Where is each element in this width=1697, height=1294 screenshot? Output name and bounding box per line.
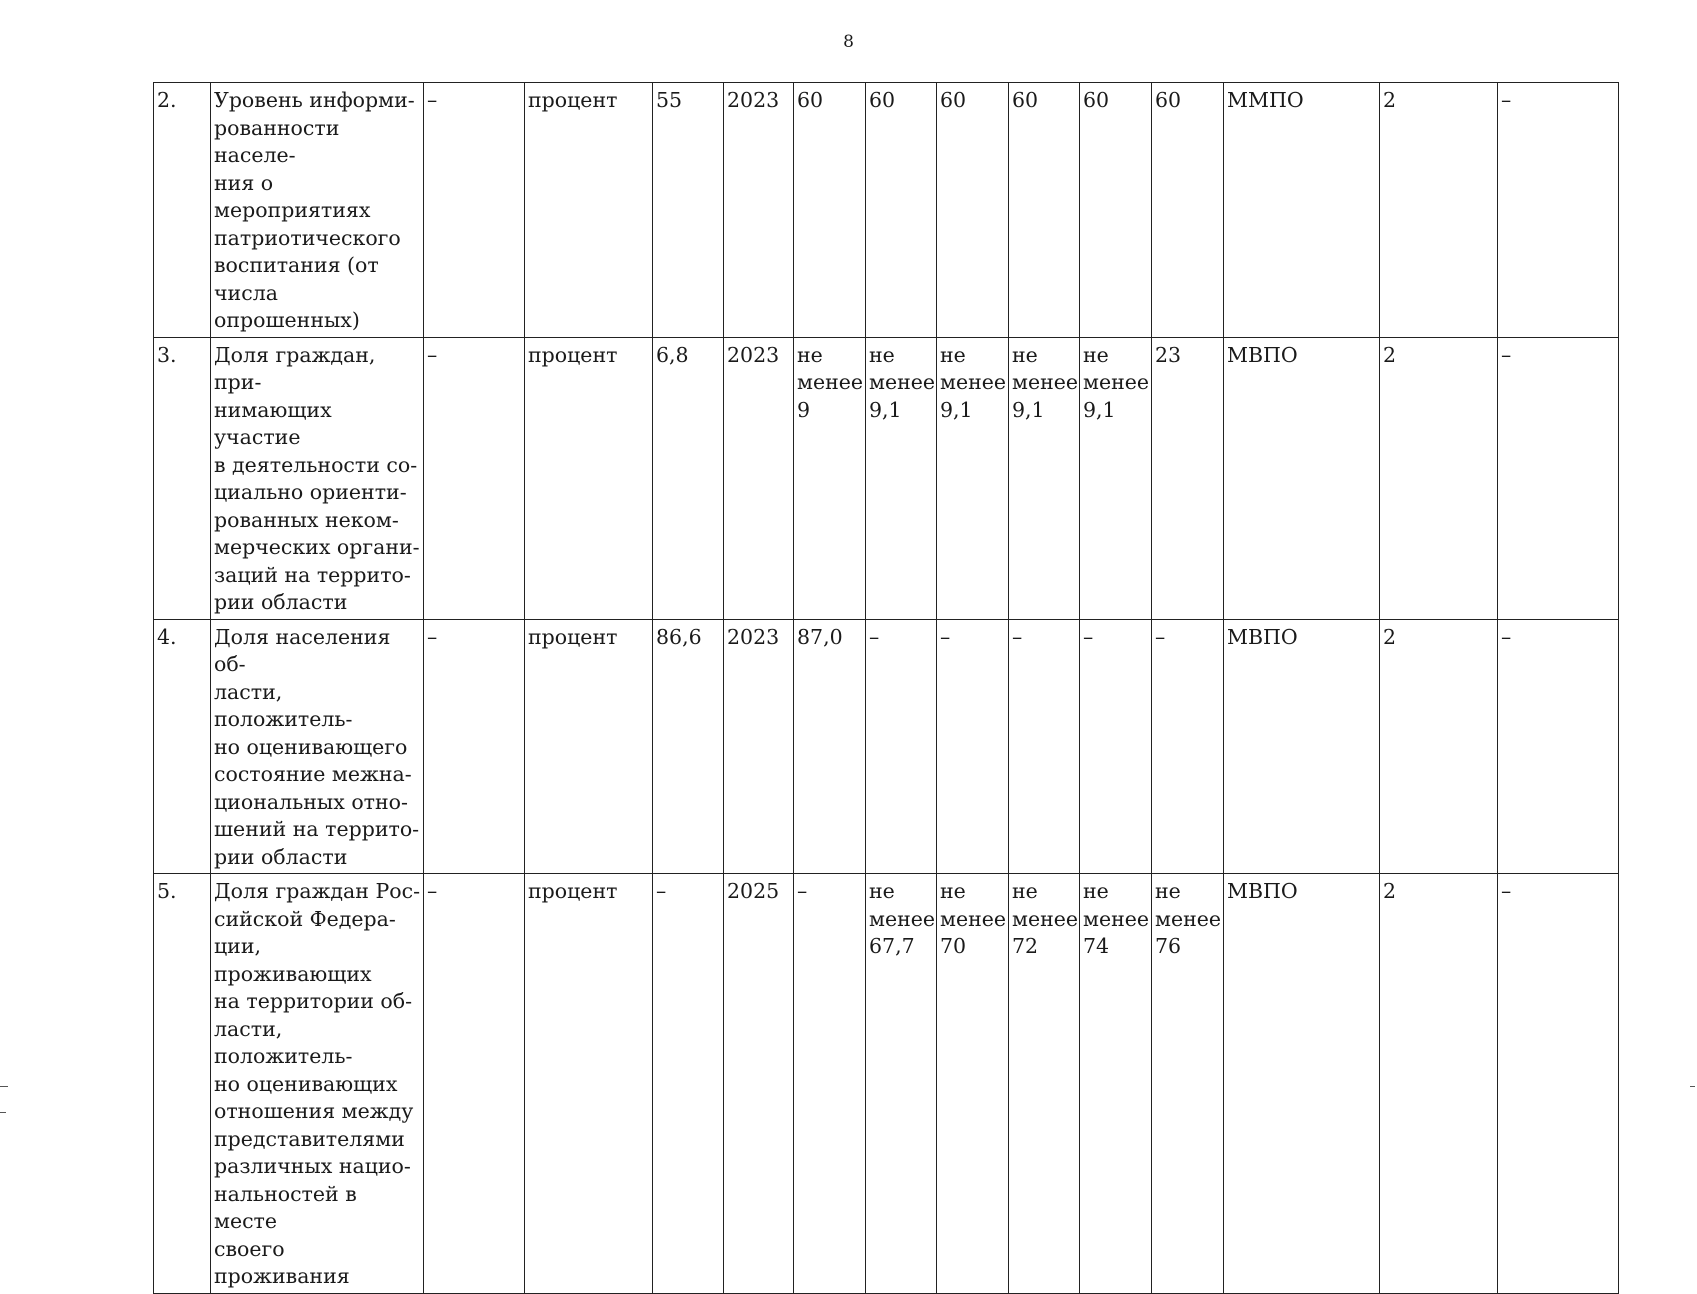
- table-cell: 2: [1380, 83, 1498, 338]
- table-cell: –: [1498, 337, 1619, 619]
- base-year-cell: 2023: [724, 337, 794, 619]
- base-year-cell: 2023: [724, 83, 794, 338]
- unit-cell: процент: [525, 874, 653, 1294]
- row-number: 5.: [154, 874, 211, 1294]
- year-value-cell: –: [1152, 619, 1224, 874]
- responsible-cell: МВПО: [1224, 874, 1380, 1294]
- year-value-cell: 87,0: [794, 619, 866, 874]
- table-cell: –: [1498, 83, 1619, 338]
- year-value-cell: не менее 9,1: [866, 337, 937, 619]
- indicator-name: Уровень информи- рованности населе- ния о мероприятиях патриотического воспитания (от числа опрошенных): [211, 83, 424, 338]
- year-value-cell: не менее 70: [937, 874, 1009, 1294]
- year-value-cell: 60: [1080, 83, 1152, 338]
- table-cell: –: [424, 619, 525, 874]
- table-cell: 2: [1380, 619, 1498, 874]
- responsible-cell: МВПО: [1224, 337, 1380, 619]
- unit-cell: процент: [525, 619, 653, 874]
- scan-mark: [0, 1086, 8, 1087]
- table-row: [154, 619, 1619, 874]
- row-number: 3.: [154, 337, 211, 619]
- base-year-cell: 2023: [724, 619, 794, 874]
- base-year-cell: 2025: [724, 874, 794, 1294]
- page-number: 8: [843, 32, 854, 52]
- year-value-cell: –: [937, 619, 1009, 874]
- year-value-cell: не менее 9,1: [1009, 337, 1080, 619]
- table-cell: –: [424, 83, 525, 338]
- row-number: 2.: [154, 83, 211, 338]
- year-value-cell: –: [866, 619, 937, 874]
- year-value-cell: 60: [937, 83, 1009, 338]
- indicators-table: [153, 82, 1619, 1294]
- unit-cell: процент: [525, 337, 653, 619]
- indicator-name: Доля населения об- ласти, положитель- но оценивающего состояние межна- циональных отно- шений на террито- рии области: [211, 619, 424, 874]
- year-value-cell: не менее 67,7: [866, 874, 937, 1294]
- year-value-cell: 60: [1152, 83, 1224, 338]
- table-cell: 2: [1380, 337, 1498, 619]
- year-value-cell: –: [1009, 619, 1080, 874]
- year-value-cell: 60: [866, 83, 937, 338]
- year-value-cell: не менее 9: [794, 337, 866, 619]
- base-value-cell: 86,6: [653, 619, 724, 874]
- scan-mark: [1690, 1086, 1695, 1087]
- year-value-cell: –: [1080, 619, 1152, 874]
- responsible-cell: МВПО: [1224, 619, 1380, 874]
- base-value-cell: –: [653, 874, 724, 1294]
- year-value-cell: не менее 9,1: [937, 337, 1009, 619]
- year-value-cell: 60: [1009, 83, 1080, 338]
- unit-cell: процент: [525, 83, 653, 338]
- indicator-name: Доля граждан Рос- сийской Федера- ции, проживающих на территории об- ласти, положитель- но оценивающих отношения между представителями различных нацио- нальностей в месте своего проживания: [211, 874, 424, 1294]
- year-value-cell: не менее 72: [1009, 874, 1080, 1294]
- responsible-cell: ММПО: [1224, 83, 1380, 338]
- base-value-cell: 55: [653, 83, 724, 338]
- table-cell: –: [1498, 619, 1619, 874]
- table-cell: –: [424, 874, 525, 1294]
- year-value-cell: 60: [794, 83, 866, 338]
- indicator-name: Доля граждан, при- нимающих участие в деятельности со- циально ориенти- рованных неком- мерческих органи- заций на террито- рии области: [211, 337, 424, 619]
- year-value-cell: не менее 76: [1152, 874, 1224, 1294]
- year-value-cell: –: [794, 874, 866, 1294]
- row-number: 4.: [154, 619, 211, 874]
- scan-mark: [0, 1112, 6, 1113]
- table-cell: –: [424, 337, 525, 619]
- table-row: [154, 83, 1619, 338]
- table-cell: –: [1498, 874, 1619, 1294]
- year-value-cell: не менее 74: [1080, 874, 1152, 1294]
- table-cell: 2: [1380, 874, 1498, 1294]
- table-row: [154, 874, 1619, 1294]
- year-value-cell: 23: [1152, 337, 1224, 619]
- year-value-cell: не менее 9,1: [1080, 337, 1152, 619]
- table-row: [154, 337, 1619, 619]
- base-value-cell: 6,8: [653, 337, 724, 619]
